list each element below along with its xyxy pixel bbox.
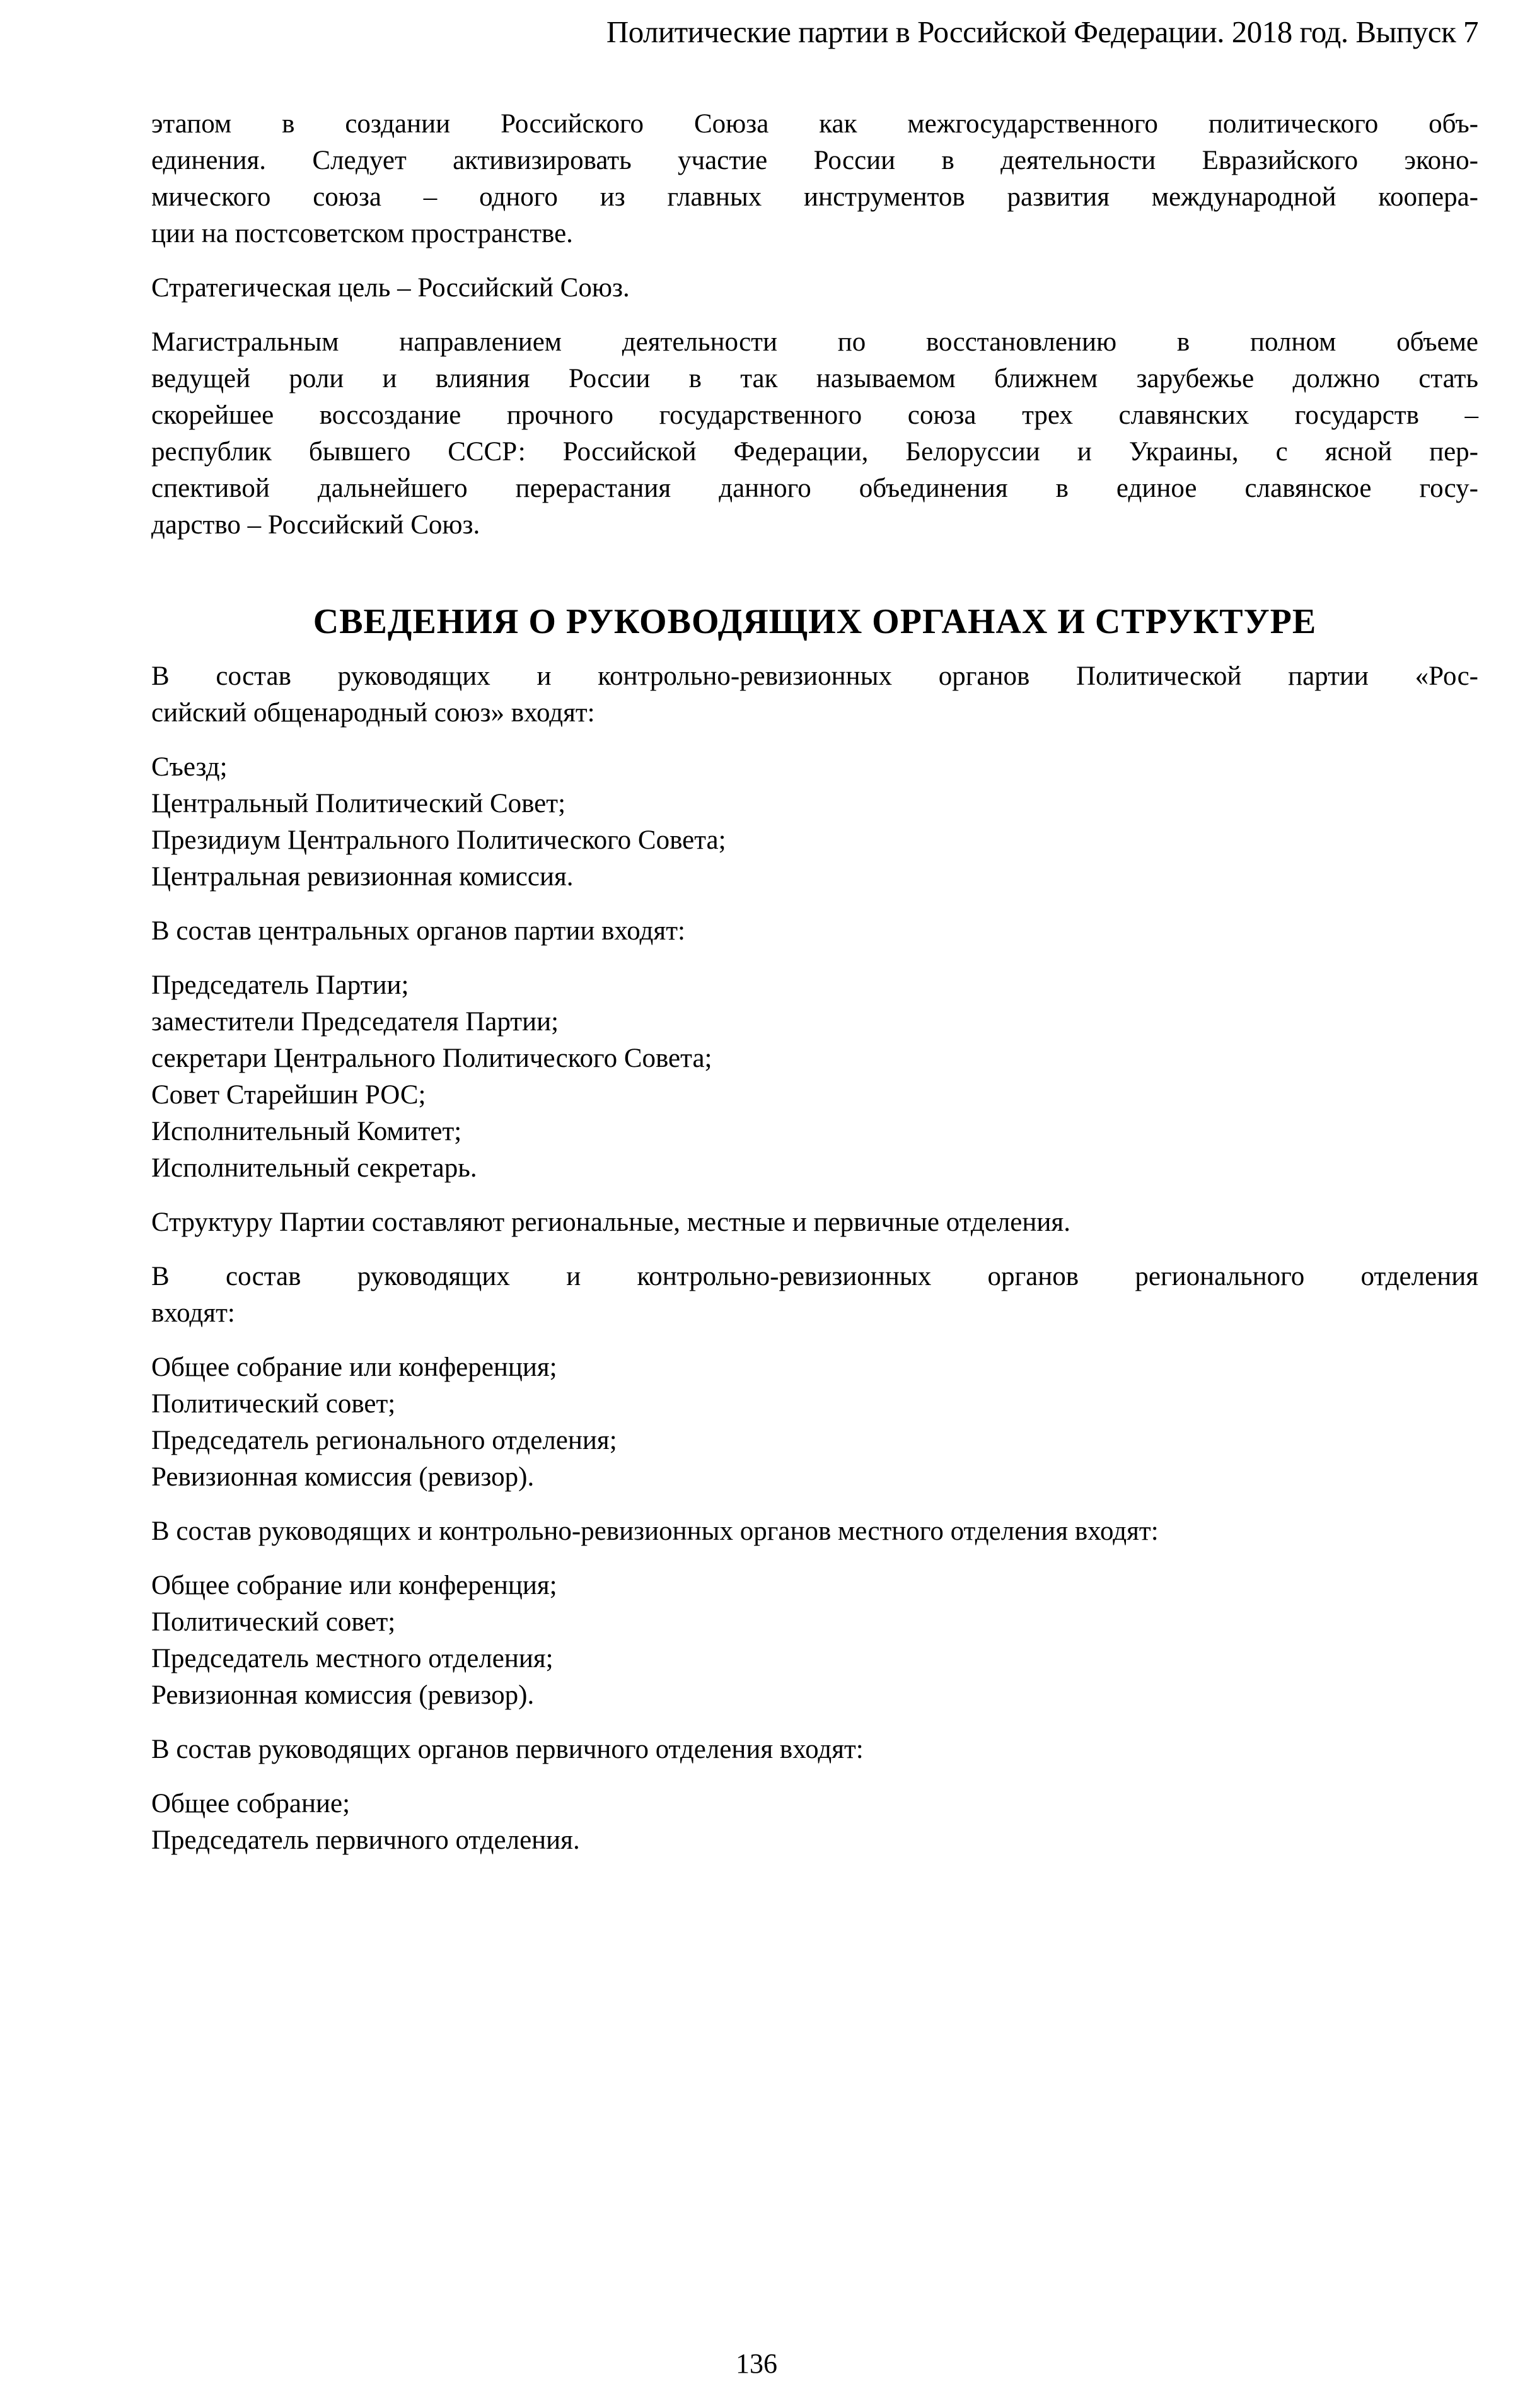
list-item: Политический совет; [151, 1607, 396, 1637]
text-line: сийский общенародный союз» входят: [151, 698, 595, 728]
list-item: Председатель Партии; [151, 970, 409, 1000]
list-item: Ревизионная комиссия (ревизор). [151, 1462, 535, 1492]
paragraph [151, 1731, 1478, 1768]
section-heading [151, 602, 1478, 642]
text-line: входят: [151, 1298, 235, 1328]
text-line: спективой дальнейшего перерастания данного объединения в единое славянское госу- [151, 474, 1478, 503]
text-line: скорейшее воссоздание прочного государственного союза трех славянских государств – [151, 400, 1478, 430]
list-block [151, 1786, 1478, 1859]
list-item: Съезд; [151, 752, 228, 782]
running-header: Политические партии в Российской Федерации. 2018 год. Выпуск 7 [606, 15, 1478, 49]
text-line: В состав руководящих и контрольно-ревизионных органов местного отделения входят: [151, 1516, 1159, 1546]
text-line: этапом в создании Российского Союза как межгосударственного политического объ- [151, 109, 1478, 139]
list-item: Общее собрание или конференция; [151, 1352, 557, 1382]
list-item: Общее собрание; [151, 1789, 351, 1818]
list-item: Председатель местного отделения; [151, 1644, 554, 1673]
paragraph [151, 913, 1478, 950]
list-item: Исполнительный секретарь. [151, 1153, 477, 1183]
paragraph [151, 1259, 1478, 1332]
text-line: Структуру Партии составляют региональные, местные и первичные отделения. [151, 1207, 1070, 1237]
paragraph [151, 658, 1478, 731]
list-item: Президиум Центрального Политического Совета; [151, 825, 726, 855]
list-block [151, 967, 1478, 1187]
content-blocks [151, 106, 1478, 1859]
list-block [151, 749, 1478, 895]
page-number: 136 [736, 2348, 777, 2379]
text-column [151, 0, 1478, 1859]
text-line: мического союза – одного из главных инструментов развития международной коопера- [151, 182, 1478, 212]
text-line: Магистральным направлением деятельности по восстановлению в полном объеме [151, 327, 1478, 357]
text-line: дарство – Российский Союз. [151, 510, 480, 540]
text-line: В состав центральных органов партии входят: [151, 916, 685, 946]
list-item: Ревизионная комиссия (ревизор). [151, 1680, 535, 1710]
list-item: Центральная ревизионная комиссия. [151, 862, 574, 892]
list-item: Политический совет; [151, 1389, 396, 1419]
list-item: Общее собрание или конференция; [151, 1571, 557, 1600]
list-block [151, 1568, 1478, 1714]
text-line: СВЕДЕНИЯ О РУКОВОДЯЩИХ ОРГАНАХ И СТРУКТУРЕ [313, 602, 1317, 641]
paragraph [151, 324, 1478, 544]
paragraph [151, 106, 1478, 252]
text-line: ции на постсоветском пространстве. [151, 219, 573, 248]
list-item: заместители Председателя Партии; [151, 1007, 559, 1037]
list-item: Исполнительный Комитет; [151, 1117, 462, 1146]
list-item: Совет Старейшин РОС; [151, 1080, 426, 1110]
text-line: единения. Следует активизировать участие России в деятельности Евразийского эконо- [151, 146, 1478, 175]
list-item: Председатель регионального отделения; [151, 1426, 617, 1455]
paragraph [151, 1513, 1478, 1550]
list-item: Председатель первичного отделения. [151, 1825, 580, 1855]
text-line: В состав руководящих и контрольно-ревизионных органов регионального отделения [151, 1262, 1478, 1291]
text-line: В состав руководящих и контрольно-ревизионных органов Политической партии «Рос- [151, 661, 1478, 691]
list-item: Центральный Политический Совет; [151, 789, 566, 818]
text-line: В состав руководящих органов первичного отделения входят: [151, 1735, 864, 1764]
text-line: Стратегическая цель – Российский Союз. [151, 273, 630, 303]
paragraph [151, 1204, 1478, 1241]
text-line: ведущей роли и влияния России в так называемом ближнем зарубежье должно стать [151, 364, 1478, 393]
text-line: республик бывшего СССР: Российской Федерации, Белоруссии и Украины, с ясной пер- [151, 437, 1478, 467]
list-item: секретари Центрального Политического Совета; [151, 1044, 712, 1073]
list-block [151, 1349, 1478, 1496]
paragraph [151, 270, 1478, 306]
